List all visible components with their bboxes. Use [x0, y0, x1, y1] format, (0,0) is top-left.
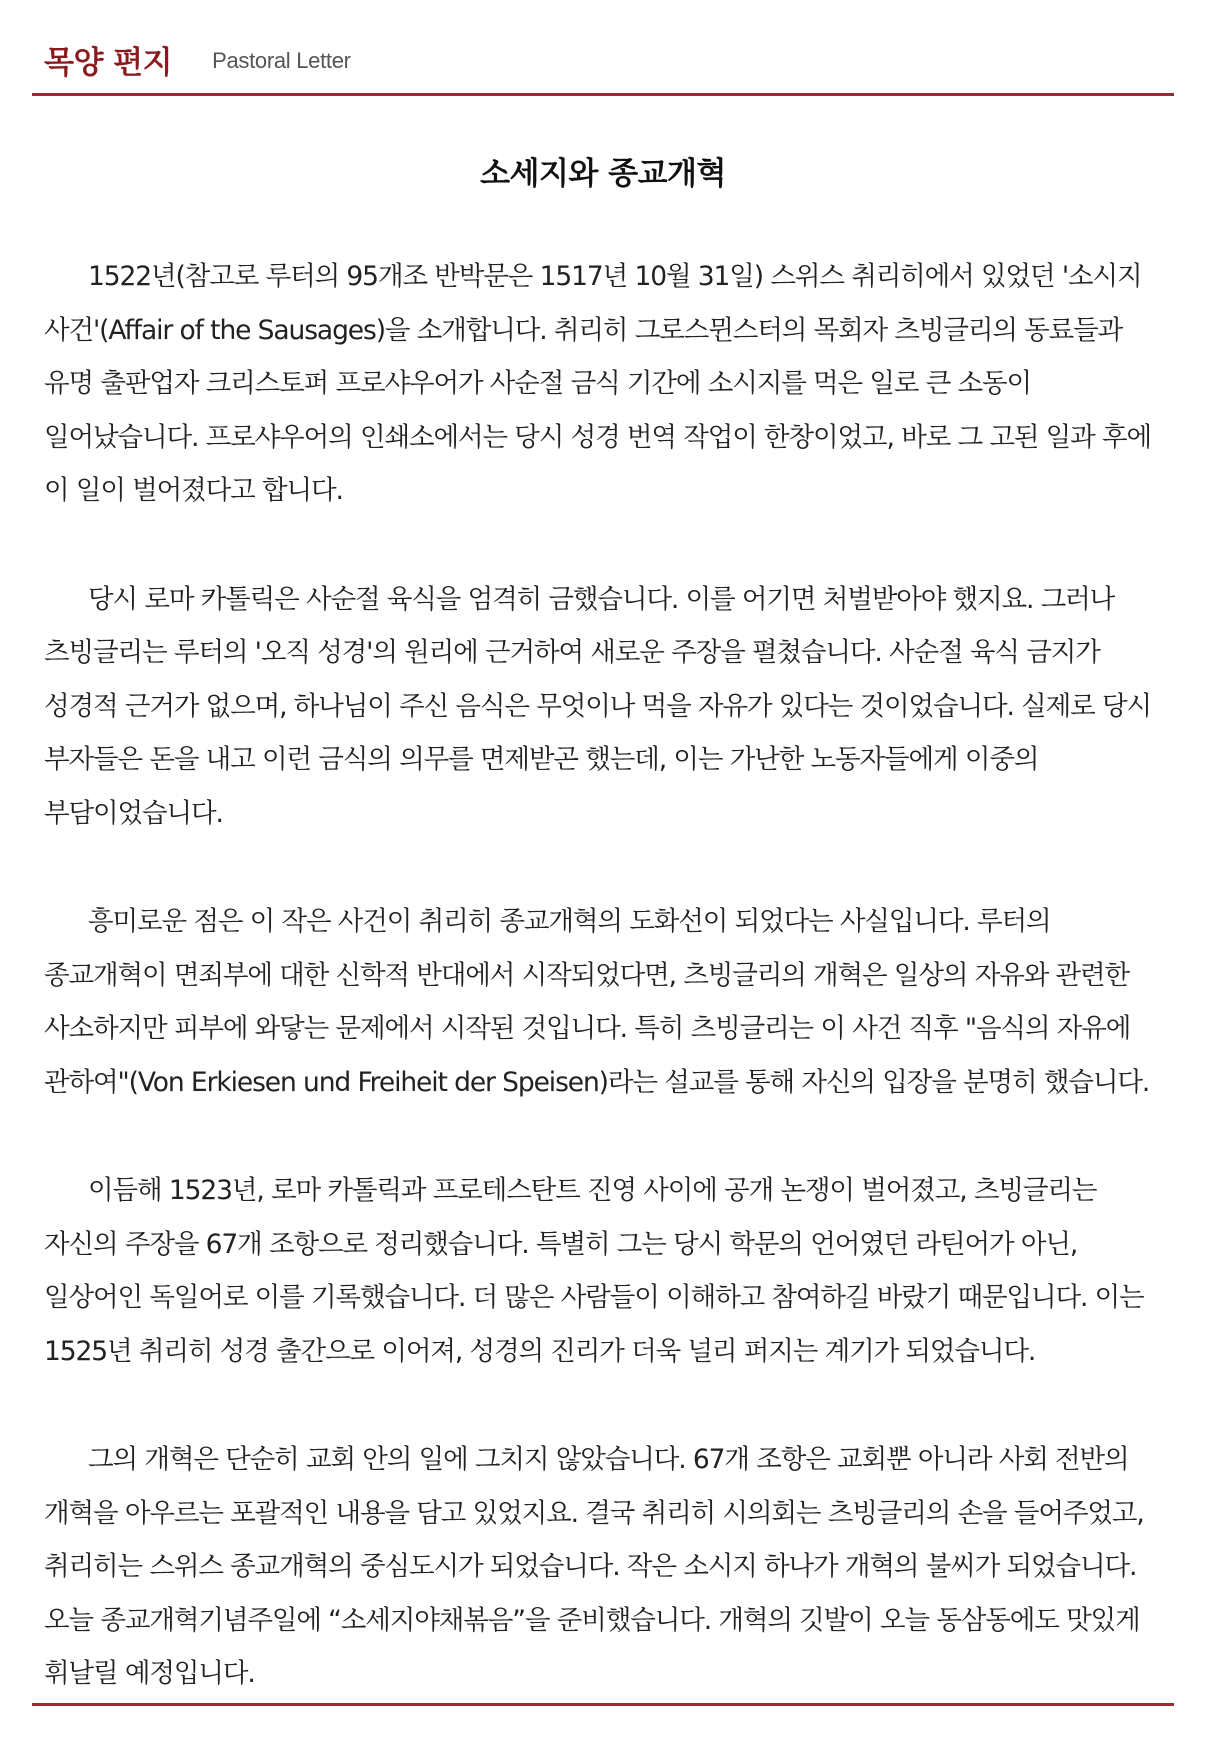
article-paragraph-2: 당시 로마 카톨릭은 사순절 육식을 엄격히 금했습니다. 이를 어기면 처벌받아야 했지요. 그러나 츠빙글리는 루터의 '오직 성경'의 원리에 근거하여 새로운 주장을 펼쳤습니다. 사순절 육식 금지가 성경적 근거가 없으며, 하나님이 주신 음식은 무엇이나 먹을 자유가 있다는 것이었습니다. 실제로 당시 부자들은 돈을 내고 이런 금식의 의무를 면제받곤 했는데, 이는 가난한 노동자들에게 이중의 부담이었습니다. — [44, 583, 1151, 829]
article-paragraph-4: 이듬해 1523년, 로마 카톨릭과 프로테스탄트 진영 사이에 공개 논쟁이 벌어졌고, 츠빙글리는 자신의 주장을 67개 조항으로 정리했습니다. 특별히 그는 당시 학문의 언어였던 라틴어가 아닌, 일상어인 독일어로 이를 기록했습니다. 더 많은 사람들이 이해하고 참여하길 바랐기 때문입니다. 이는 1525년 취리히 성경 출간으로 이어져, 성경의 진리가 더욱 널리 퍼지는 계기가 되었습니다. — [44, 1175, 1144, 1367]
article-paragraph-5: 그의 개혁은 단순히 교회 안의 일에 그치지 않았습니다. 67개 조항은 교회뿐 아니라 사회 전반의 개혁을 아우르는 포괄적인 내용을 담고 있었지요. 결국 취리히 시의회는 츠빙글리의 손을 들어주었고, 취리히는 스위스 종교개혁의 중심도시가 되었습니다. 작은 소시지 하나가 개혁의 불씨가 되었습니다. 오늘 종교개혁기념주일에 “소세지야채볶음”을 준비했습니다. 개혁의 깃발이 오늘 동삼동에도 맛있게 휘날릴 예정입니다. — [44, 1444, 1144, 1689]
article-title: 소세지와 종교개혁 — [480, 156, 726, 192]
article-paragraph-3: 흥미로운 점은 이 작은 사건이 취리히 종교개혁의 도화선이 되었다는 사실입니다. 루터의 종교개혁이 면죄부에 대한 신학적 반대에서 시작되었다면, 츠빙글리의 개혁은 일상의 자유와 관련한 사소하지만 피부에 와닿는 문제에서 시작된 것입니다. 특히 츠빙글리는 이 사건 직후 "음식의 자유에 관하여"(Von Erkiesen und Freiheit der Speisen)라는 설교를 통해 자신의 입장을 분명히 했습니다. — [44, 906, 1150, 1098]
footer-divider — [32, 1703, 1174, 1706]
brand-title-english: Pastoral Letter — [212, 48, 351, 73]
article-body — [44, 250, 1172, 1756]
brand-title-korean: 목양 편지 — [44, 44, 173, 81]
page-header — [44, 30, 351, 88]
header-divider — [32, 93, 1174, 96]
article-paragraph-1: 1522년(참고로 루터의 95개조 반박문은 1517년 10월 31일) 스위스 취리히에서 있었던 '소시지 사건'(Affair of the Sausages)을 소개합니다. 취리히 그로스뮌스터의 목회자 츠빙글리의 동료들과 유명 출판업자 크리스토퍼 프로샤우어가 사순절 금식 기간에 소시지를 먹은 일로 큰 소동이 일어났습니다. 프로샤우어의 인쇄소에서는 당시 성경 번역 작업이 한창이었고, 바로 그 고된 일과 후에 이 일이 벌어졌다고 합니다. — [44, 261, 1151, 506]
